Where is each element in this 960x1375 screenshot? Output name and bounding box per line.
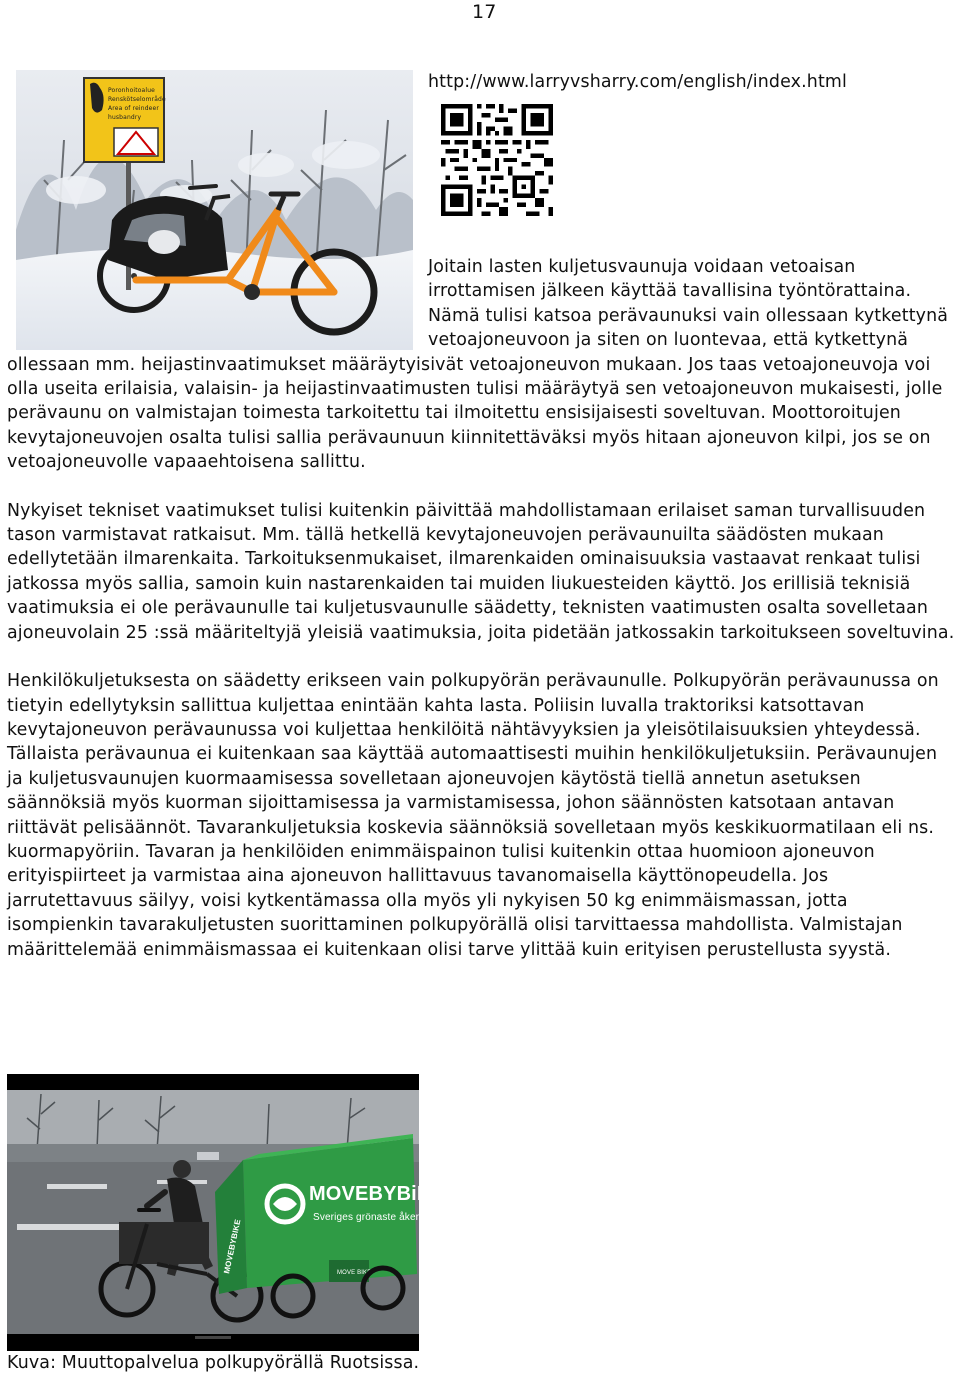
paragraph-technical-requirements: Nykyiset tekniset vaatimukset tulisi kuitenkin päivittää mahdollistamaan erilaiset saman turvallisuuden tason varmistavat ratkaisut. Mm. tällä hetkellä kevytajoneuvojen perävaunuilta säädösten mukaan edellytetään ilmarenkaita. Tarkoituksenmukaiset, ilmarenkaiden ominaisuuksia vastaavat renkaat tulisi jatkossa myös sallia, samoin kuin nastarenkaiden tai muiden liukuesteiden käyttö. Jos erillisiä teknisiä vaatimuksia ei ole perävaunulle tai kuljetusvaunulle säädetty, teknisten vaatimusten osalta sovelletaan ajoneuvolain 25 :ssä määriteltyjä yleisiä vaatimuksia, joita pidetään jatkossakin tarkoitukseen soveltuvina. xyxy=(7,500,955,643)
svg-text:Poronhoitoalue: Poronhoitoalue xyxy=(108,87,155,94)
svg-text:Renskötselområde: Renskötselområde xyxy=(108,96,166,103)
svg-text:Area of reindeer: Area of reindeer xyxy=(108,105,159,112)
link-url[interactable]: http://www.larryvsharry.com/english/index.html xyxy=(428,72,847,92)
movebybike-brand: MOVEBYBiKE xyxy=(309,1183,445,1205)
svg-text:husbandry: husbandry xyxy=(108,114,142,121)
photo-caption: Kuva: Muuttopalvelua polkupyörällä Ruotsissa. xyxy=(7,1353,420,1373)
paragraph-trailer-conversion: Joitain lasten kuljetusvaunuja voidaan vetoaisan irrottamisen jälkeen käyttää tavallisina työntörattaina. Nämä tulisi katsoa perävaunuksi vain ollessaan kytkettynä vetoajoneuvoon ja siten on luontevaa, että kytkettynä ollessaan mm. heijastinvaatimukset määräytyisivät vetoajoneuvon mukaan. Jos taas vetoajoneuvoja voi olla useita erilaisia, valaisin- ja heijastinvaatimusten tulisi määräytyä sen vetoajoneuvon mukaisesti, jolle perävaunu on valmistajan toimesta tarkoitettu tai ilmoitettu ensisijaisesti soveltuvan. Moottoroitujen kevytajoneuvojen osalta tulisi sallia perävaunuun kiinnitettäväksi myös hitaan ajoneuvon kilpi, jos se on vetoajoneuvolle vapaaehtoisena sallittu. xyxy=(7,257,949,473)
body-text xyxy=(7,255,955,962)
movebybike-side-brand: MOVEBYBIKE xyxy=(222,1218,243,1275)
qr-code-icon xyxy=(441,104,553,216)
movebybike-slogan: Sveriges grönaste åkeri xyxy=(313,1212,422,1223)
page-number: 17 xyxy=(472,1,497,23)
movebybike-rear-brand: MOVE BIKE xyxy=(337,1270,372,1276)
image-wrap-spacer xyxy=(7,255,428,351)
movebybike-photo xyxy=(7,1074,445,1351)
paragraph-passenger-transport: Henkilökuljetuksesta on säädetty erikseen vain polkupyörän perävaunulle. Polkupyörän perävaunussa on tietyin edellytyksin sallittua kuljettaa enintään kahta lasta. Poliisin luvalla traktoriksi katsottavan kevytajoneuvon perävaunussa voi kuljettaa henkilöitä nähtävyyksien ja yleisötilaisuuksien yhteydessä. Tällaista perävaunua ei kuitenkaan saa käyttää automaattisesti muihin henkilökuljetuksiin. Perävaunujen ja kuljetusvaunujen kuormaamisessa sovelletaan ajoneuvojen käytöstä tiellä annetun asetuksen säännöksiä myös kuorman sijoittamisessa ja varmistamisessa, johon säännösten katsotaan antavan riittävät pelisäännöt. Tavarankuljetuksia koskevia säännöksiä sovelletaan myös keskikuormatilaan eli ns. kuormapyöriin. Tavaran ja henkilöiden enimmäispainon tulisi kuitenkin ottaa huomioon ajoneuvon erityispiirteet ja varmistaa aina ajoneuvon hallittavuus tavanomaisella käyttönopeudella. Jos jarrutettavuus säilyy, voisi kytkentämassa olla myös yli nykyisen 50 kg enimmäismassan, jotta isompienkin tavarakuljetusten suorittaminen polkupyörällä olisi tarvittaessa mahdollista. Valmistajan määrittelemää enimmäismassaa ei kuitenkaan olisi tarve ylittää kuin erityisen perustellusta syystä. xyxy=(7,671,939,960)
